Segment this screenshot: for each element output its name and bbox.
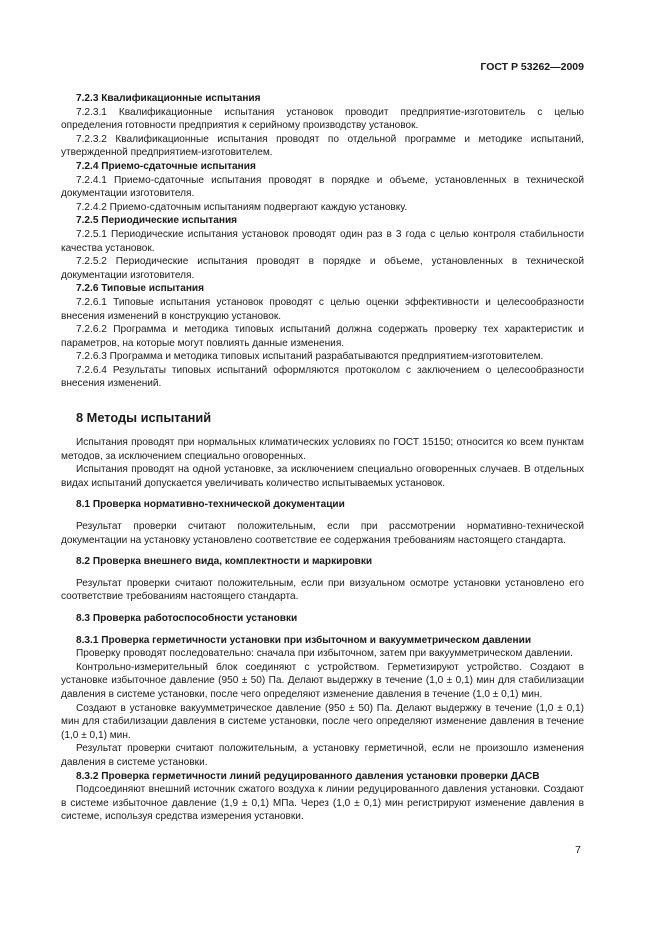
paragraph-7-2-5-1: 7.2.5.1 Периодические испытания установок проводят один раз в 3 года с целью контроля стабильности качества установок. (61, 228, 584, 254)
paragraph-8-3-1-d: Результат проверки считают положительным, а установку герметичной, если не произошло изменения давления в системе установки. (61, 743, 584, 768)
paragraph-8-3-1-a: Проверку проводят последовательно: сначала при избыточном, затем при вакуумметрическом давлении. (76, 648, 573, 660)
section-8-3-title: 8.3 Проверка работоспособности установки (76, 613, 298, 624)
document-body (61, 92, 584, 824)
paragraph-7-2-3-2: 7.2.3.2 Квалификационные испытания проводят по отдельной программе и методике испытаний, утвержденной предприятием-изготовителем. (61, 133, 584, 159)
section-7-2-4-title: 7.2.4 Приемо-сдаточные испытания (76, 160, 256, 172)
section-8-heading: 8 Методы испытаний (76, 410, 212, 426)
paragraph-8-3-1-b: Контрольно-измерительный блок соединяют с устройством. Герметизируют устройство. Создают в установке избыточное давление (950 ± 50) Па. Делают выдержку в течение (1,0 ± 0,1) мин для стабилизации давления в системе установки, после чего определяют изменение давления в течение (1,0 ± 0,1) мин. (61, 661, 584, 700)
paragraph-8-2: Испытания проводят на одной установке, за исключением специально оговоренных случаев. В отдельных видах испытаний допускается увеличивать количество испытываемых установок. (61, 464, 584, 489)
paragraph-7-2-6-4: 7.2.6.4 Результаты типовых испытаний оформляются протоколом с заключением о целесообразности внесения изменений. (61, 364, 584, 390)
section-8-1-title: 8.1 Проверка нормативно-технической документации (76, 499, 345, 511)
paragraph-7-2-3-1: 7.2.3.1 Квалификационные испытания установок проводит предприятие-изготовитель с целью определения готовности предприятия к серийному производству установок. (61, 106, 584, 132)
section-7-2-6-title: 7.2.6 Типовые испытания (76, 283, 205, 295)
paragraph-7-2-5-2: 7.2.5.2 Периодические испытания проводят в порядке и объеме, установленных в технической документации изготовителя. (61, 256, 584, 281)
paragraph-8-2-text: Результат проверки считают положительным, если при визуальном осмотре установки установлено его соответствие требованиям настоящего стандарта. (61, 577, 584, 603)
paragraph-8-1-text: Результат проверки считают положительным, если при рассмотрении нормативно-технической документации на установку установлено соответствие ее содержания требованиям настоящего стандарта. (61, 521, 584, 546)
section-7-2-5-title: 7.2.5 Периодические испытания (76, 215, 238, 227)
paragraph-7-2-4-2: 7.2.4.2 Приемо-сдаточным испытаниям подвергают каждую установку. (76, 201, 408, 213)
section-8-3-1-title: 8.3.1 Проверка герметичности установки при избыточном и вакуумметрическом давлении (76, 634, 532, 646)
page-number: 7 (575, 844, 581, 856)
paragraph-8-3-1-c: Создают в установке вакуумметрическое давление (950 ± 50) Па. Делают выдержку в течение (1,0 ± 0,1) мин для стабилизации давления в системе установки, после чего определяют изменение давления в течение (1,0 ± 0,1) мин. (61, 702, 584, 741)
paragraph-8-3-2: Подсоединяют внешний источник сжатого воздуха к линии редуцированного давления установки. Создают в системе избыточное давление (1,9 ± 0,1) МПа. Через (1,0 ± 0,1) мин регистрируют изменение давления в системе, используя средства измерения установки. (61, 784, 584, 823)
paragraph-7-2-4-1: 7.2.4.1 Приемо-сдаточные испытания проводят в порядке и объеме, установленных в технической документации изготовителя. (61, 174, 584, 200)
paragraph-7-2-6-3: 7.2.6.3 Программа и методика типовых испытаний разрабатываются предприятием-изготовителем. (76, 351, 544, 363)
paragraph-8-1: Испытания проводят при нормальных климатических условиях по ГОСТ 15150; относится ко всем пунктам методов, за исключением специально оговоренных. (61, 437, 584, 462)
paragraph-7-2-6-2: 7.2.6.2 Программа и методика типовых испытаний должна содержать проверку тех характеристик и параметров, на которые могут повлиять данные изменения. (61, 324, 584, 349)
standard-header: ГОСТ Р 53262—2009 (480, 61, 584, 73)
section-8-3-2-title: 8.3.2 Проверка герметичности линий редуцированного давления установки проверки ДАСВ (76, 770, 540, 782)
section-7-2-3-title: 7.2.3 Квалификационные испытания (76, 93, 261, 104)
paragraph-7-2-6-1: 7.2.6.1 Типовые испытания установок проводят с целью оценки эффективности и целесообразности внесения изменений в конструкцию установок. (61, 296, 584, 322)
section-8-2-title: 8.2 Проверка внешнего вида, комплектности и маркировки (76, 556, 373, 568)
